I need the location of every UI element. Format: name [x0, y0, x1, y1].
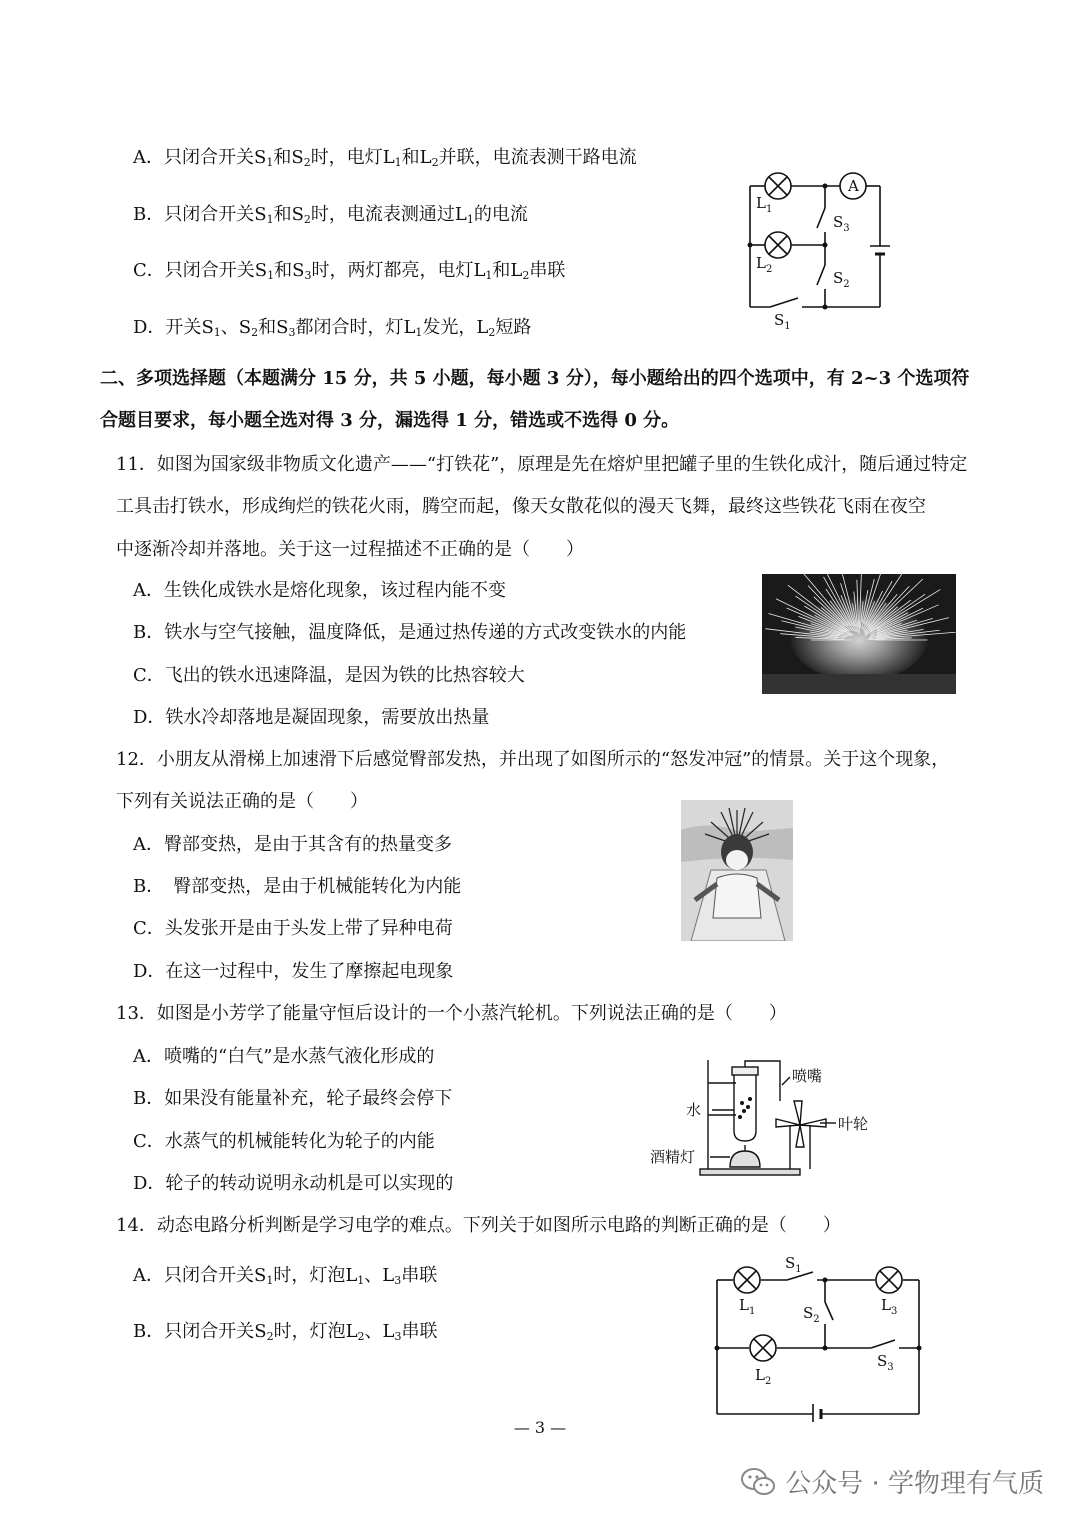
wechat-icon: [741, 1468, 775, 1496]
svg-text:L3: $L_3$: [881, 1296, 898, 1317]
q11-stem-line1: 11．如图为国家级非物质文化遗产——“打铁花”，原理是先在熔炉里把罐子里的生铁化成汁，随后通过特定: [116, 454, 968, 475]
q13-option-b: B．如果没有能量补充，轮子最终会停下: [133, 1088, 453, 1109]
q11-stem-line2: 工具击打铁水，形成绚烂的铁花火雨，腾空而起，像天女散花似的漫天飞舞，最终这些铁花飞雨在夜空: [116, 496, 926, 517]
svg-text:L2: $L_2$: [756, 254, 773, 275]
footer-text: 公众号 · 学物理有气质: [785, 1469, 1044, 1499]
svg-text:S2: $S_2$: [803, 1304, 820, 1325]
svg-text:S3: $S_3$: [877, 1352, 894, 1373]
page-number: — 3 —: [513, 1418, 567, 1437]
svg-text:S1: $S_1$: [774, 311, 791, 330]
q13-option-a: A．喷嘴的“白气”是水蒸气液化形成的: [133, 1046, 435, 1067]
q13-option-d: D．轮子的转动说明永动机是可以实现的: [133, 1173, 454, 1194]
svg-text:S2: $S_2$: [833, 269, 850, 290]
iron-flower-photo: [762, 574, 956, 694]
q11-option-a: A．生铁化成铁水是熔化现象，该过程内能不变: [133, 580, 506, 601]
q14-option-b: B．只闭合开关$S_2$时，灯泡$L_2$、$L_3$串联: [133, 1321, 438, 1343]
water-label: 水: [686, 1101, 702, 1119]
q11-option-b: B．铁水与空气接触，温度降低，是通过热传递的方式改变铁水的内能: [133, 622, 687, 643]
svg-text:L1: $L_1$: [739, 1296, 756, 1317]
svg-text:L2: $L_2$: [755, 1366, 772, 1387]
section2-heading-line2: 合题目要求，每小题全选对得 3 分，漏选得 1 分，错选或不选得 0 分。: [100, 410, 680, 431]
q12-stem-line1: 12．小朋友从滑梯上加速滑下后感觉臀部发热，并出现了如图所示的“怒发冲冠”的情景。关于这个现象，: [116, 749, 950, 770]
section2-heading-line1: 二、多项选择题（本题满分 15 分，共 5 小题，每小题 3 分），每小题给出的四个选项中，有 2~3 个选项符: [100, 368, 970, 389]
q11-option-d: D．铁水冷却落地是凝固现象，需要放出热量: [133, 707, 490, 728]
q13-option-c: C．水蒸气的机械能转化为轮子的内能: [133, 1131, 435, 1152]
svg-text:L1: $L_1$: [756, 194, 773, 215]
svg-text:S1: $S_1$: [785, 1254, 802, 1275]
svg-text:S3: $S_3$: [833, 213, 850, 234]
q14-stem: 14．动态电路分析判断是学习电学的难点。下列关于如图所示电路的判断正确的是（ ）: [116, 1215, 841, 1236]
q11-option-c: C．飞出的铁水迅速降温，是因为铁的比热容较大: [133, 665, 525, 686]
q10-option-d: D．开关$S_1$、$S_2$和$S_3$都闭合时，灯$L_1$发光，$L_2$短路: [133, 317, 532, 339]
q10-option-c: C．只闭合开关$S_1$和$S_3$时，两灯都亮，电灯$L_1$和$L_2$串联: [133, 260, 566, 282]
q10-option-a: A．只闭合开关$S_1$和$S_2$时，电灯$L_1$和$L_2$并联，电流表测干路电流: [133, 147, 637, 169]
slide-child-illustration: [681, 800, 793, 941]
impeller-label: 叶轮: [838, 1115, 869, 1133]
q14-option-a: A．只闭合开关$S_1$时，灯泡$L_1$、$L_3$串联: [133, 1265, 438, 1287]
q12-option-d: D．在这一过程中，发生了摩擦起电现象: [133, 961, 454, 982]
q11-stem-line3: 中逐渐冷却并落地。关于这一过程描述不正确的是（ ）: [116, 539, 584, 560]
wechat-footer: [741, 1463, 1044, 1500]
ammeter-label: A: [848, 177, 859, 195]
lamp-label: 酒精灯: [650, 1148, 696, 1166]
q14-circuit-diagram: [705, 1252, 935, 1422]
steam-turbine-diagram: [650, 1055, 890, 1180]
nozzle-label: 喷嘴: [792, 1067, 823, 1085]
q10-circuit-diagram: [740, 170, 890, 330]
q13-stem: 13．如图是小芳学了能量守恒后设计的一个小蒸汽轮机。下列说法正确的是（ ）: [116, 1003, 787, 1024]
q12-option-a: A．臀部变热，是由于其含有的热量变多: [133, 834, 452, 855]
q12-option-c: C．头发张开是由于头发上带了异种电荷: [133, 918, 453, 939]
q12-stem-line2: 下列有关说法正确的是（ ）: [116, 791, 368, 812]
q10-option-b: B．只闭合开关$S_1$和$S_2$时，电流表测通过$L_1$的电流: [133, 204, 528, 226]
q12-option-b: B． 臀部变热，是由于机械能转化为内能: [133, 876, 462, 897]
